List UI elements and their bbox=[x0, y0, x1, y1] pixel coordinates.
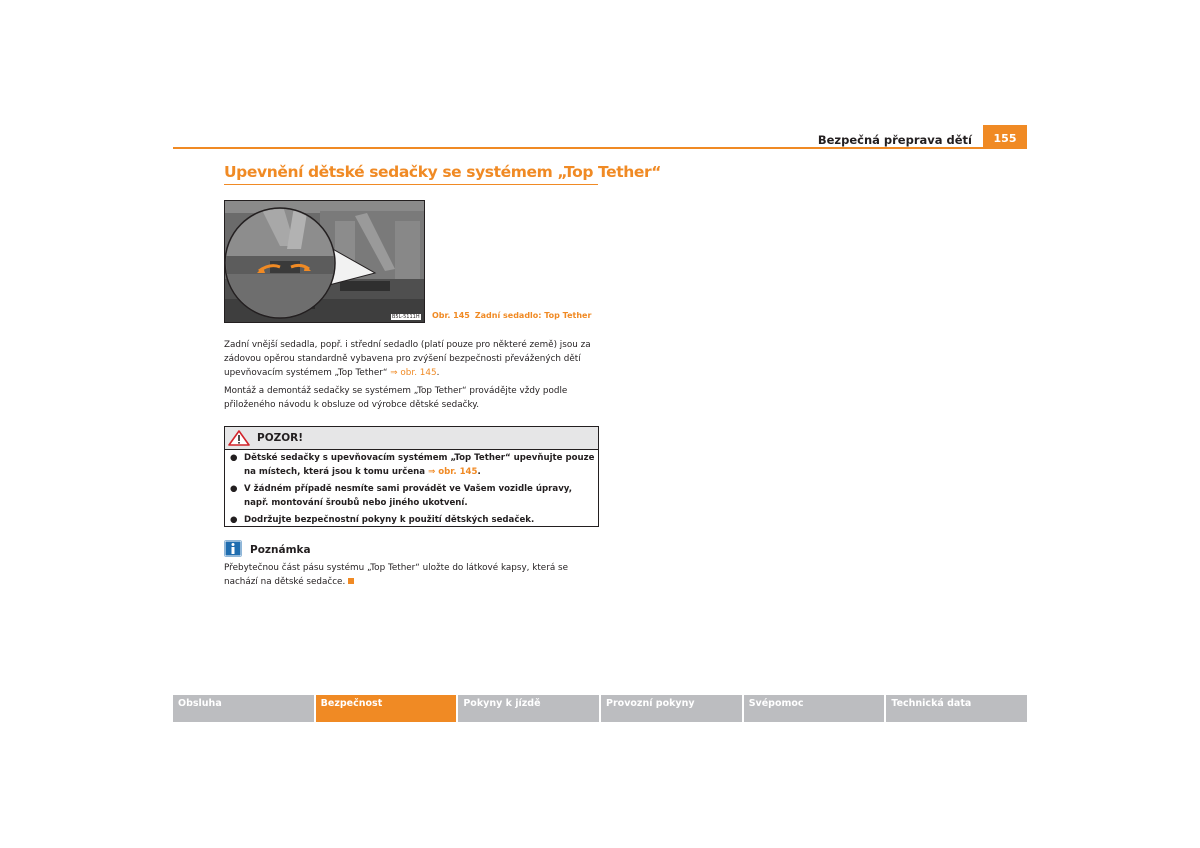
warning-item bbox=[228, 482, 596, 510]
warning-item bbox=[228, 513, 596, 527]
nav-tab-technicka-data[interactable]: Technická data bbox=[886, 695, 1027, 722]
nav-tab-obsluha[interactable]: Obsluha bbox=[173, 695, 314, 722]
nav-tab-provozni-pokyny[interactable]: Provozní pokyny bbox=[601, 695, 742, 722]
nav-tab-pokyny-k-jizde[interactable]: Pokyny k jízdě bbox=[458, 695, 599, 722]
note-text bbox=[224, 561, 598, 589]
warning-item-text: Dodržujte bezpečnostní pokyny k použití dětských sedaček. bbox=[244, 515, 535, 525]
warning-item-end: . bbox=[477, 467, 481, 477]
paragraph-1 bbox=[224, 338, 598, 380]
running-header-title: Bezpečná přeprava dětí bbox=[817, 133, 972, 147]
figure-caption-number: Obr. 145 bbox=[432, 311, 470, 320]
warning-triangle-icon bbox=[228, 430, 250, 446]
warning-box bbox=[224, 426, 599, 527]
bullet-icon: ● bbox=[230, 515, 238, 525]
section-title: Upevnění dětské sedačky se systémem „Top Tether“ bbox=[224, 163, 662, 181]
bullet-icon: ● bbox=[230, 453, 238, 463]
figure-reference-link[interactable]: ⇒ obr. 145 bbox=[390, 368, 437, 378]
warning-item-text: V žádném případě nesmíte sami provádět ve Vašem vozidle úpravy, např. montování šroubů nebo jiného ukotvení. bbox=[244, 484, 572, 508]
paragraph-1-end: . bbox=[436, 368, 440, 378]
section-title-rule bbox=[224, 184, 598, 185]
figure-reference-link[interactable]: ⇒ obr. 145 bbox=[428, 467, 478, 477]
figure-caption bbox=[432, 311, 591, 320]
figure-illustration bbox=[225, 201, 424, 322]
warning-item bbox=[228, 451, 596, 479]
nav-tab-bezpecnost[interactable]: Bezpečnost bbox=[316, 695, 457, 722]
nav-tab-svepomoc[interactable]: Svépomoc bbox=[744, 695, 885, 722]
paragraph-1-text: Zadní vnější sedadla, popř. i střední sedadlo (platí pouze pro některé země) jsou za zádovou opěrou standardně vybavena pro zvýšení bezpečnosti převážených dětí upevňovacím systémem „Top Tether“ bbox=[224, 340, 591, 378]
chapter-navigation bbox=[173, 695, 1027, 722]
figure-code: B5L-5111H bbox=[392, 314, 420, 320]
header-rule bbox=[173, 147, 1027, 149]
warning-item-text: Dětské sedačky s upevňovacím systémem „Top Tether“ upevňujte pouze na místech, která jsou k tomu určena bbox=[244, 453, 595, 477]
warning-header bbox=[225, 427, 598, 450]
bullet-icon: ● bbox=[230, 484, 238, 494]
figure-caption-text: Zadní sedadlo: Top Tether bbox=[474, 311, 592, 320]
info-icon bbox=[224, 540, 242, 557]
paragraph-2: Montáž a demontáž sedačky se systémem „Top Tether“ provádějte vždy podle přiloženého návodu k obsluze od výrobce dětské sedačky. bbox=[224, 386, 568, 410]
section-end-mark bbox=[348, 578, 354, 584]
note-label: Poznámka bbox=[250, 544, 311, 556]
note-text-body: Přebytečnou část pásu systému „Top Tether“ uložte do látkové kapsy, která se nachází na dětské sedačce. bbox=[224, 563, 568, 587]
warning-list bbox=[228, 451, 596, 530]
warning-label: POZOR! bbox=[257, 432, 304, 444]
page-number: 155 bbox=[993, 132, 1017, 145]
figure-top-tether bbox=[224, 200, 425, 323]
